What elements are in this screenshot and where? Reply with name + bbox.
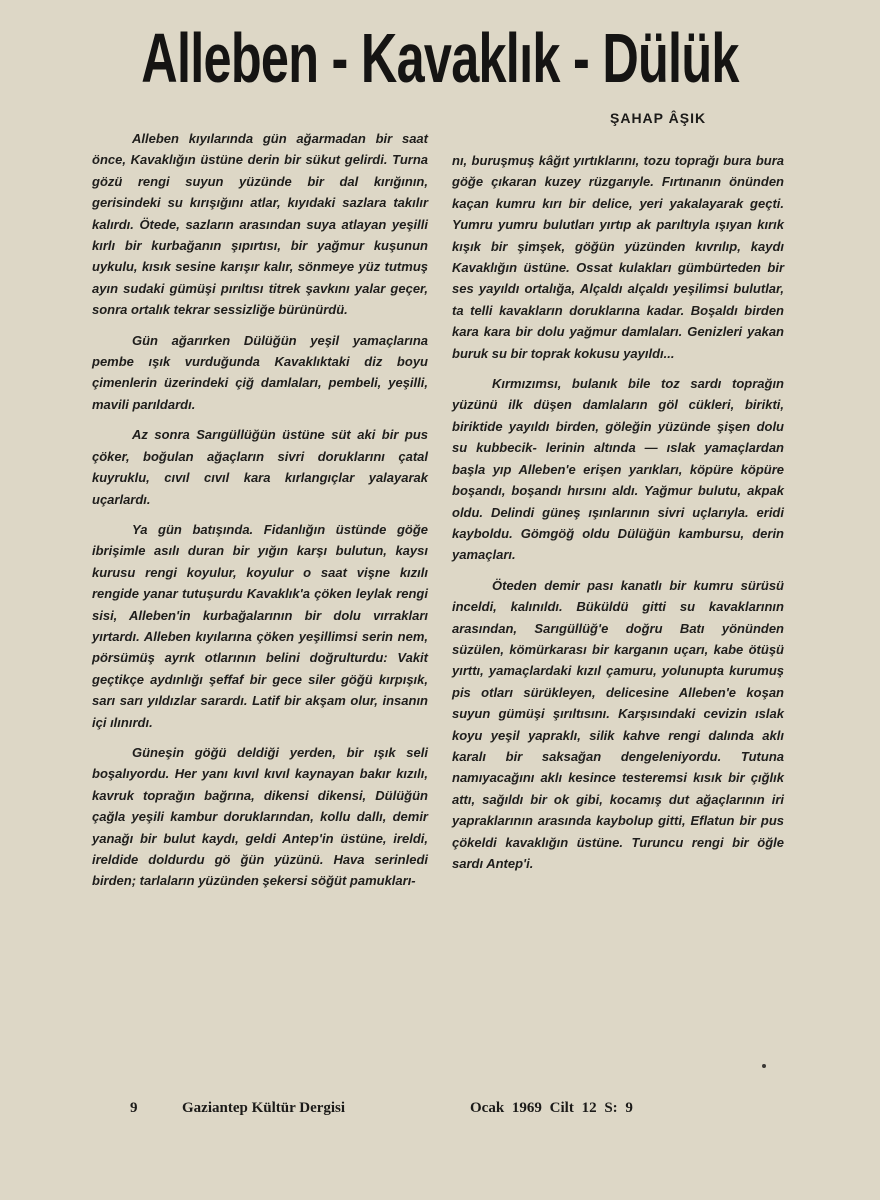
page-number: 9 [130, 1100, 138, 1116]
left-column [92, 128, 428, 901]
paragraph: Alleben kıyılarında gün ağarmadan bir saat önce, Kavaklığın üstüne derin bir sükut gelirdi. Turna gözü rengi suyun yüzünde bir dal kırığının, gerisindeki su kırışığını atlar, kıyıdaki sazlara takılır kalırdı. Ötede, sazların arasından suya atlayan yeşilli kırlı bir kurbağanın şıpırtısı, bir yağmur kuşunun uykulu, kısık sesine karışır kalır, sönmeye yüz tutmuş ayın sudaki gümüşi pırıltısı titrek şavkını yalar geçer, sonra ortalık tekrar sessizliğe bürünürdü. [92, 131, 428, 318]
issue-info: Ocak 1969 Cilt 12 S: 9 [470, 1100, 633, 1116]
paragraph: Kırmızımsı, bulanık bile toz sardı toprağın yüzünü ilk düşen damlaların göl cükleri, birikti, biriktide yayıldı birden, göleğin yüzünde şişen dolu su kubbecik- lerinin altında — ıslak yamaçlardan başla yıp Alleben'e erişen yarıkları, köpüre köpüre boşandı, boşandı hırsını aldı. Yağmur bulutu, akpak oldu. Delindi güneş ışınlarının sivri uçlarıyla. eridi kayboldu. Gömgöğ oldu Dülüğün kambursu, derin yamaçları. [452, 376, 784, 563]
paragraph: Gün ağarırken Dülüğün yeşil yamaçlarına pembe ışık vurduğunda Kavaklıktaki diz boyu çimenlerin üzerindeki çiğ damlaları, pembeli, yeşilli, mavili parıldardı. [92, 332, 428, 412]
paragraph: Az sonra Sarıgüllüğün üstüne süt aki bir pus çöker, boğulan ağaçların sivri doruklarını çatal kuyruklu, cıvıl cıvıl kara kırlangıçlar yalayarak uçarlardı. [92, 427, 428, 507]
right-column [452, 150, 784, 883]
paragraph: Güneşin göğü deldiği yerden, bir ışık seli boşalıyordu. Her yanı kıvıl kıvıl kaynayan bakır kızılı, kavruk toprağın bağrına, dikensi dikensi, Dülüğün çağla yeşili kambur doruklarından, kollu dallı, demir yanağı bir bulut kaydı, geldi Antep'in üstüne, ireldi, ireldide doldurdu gö ğün yüzünü. Hava serinledi birden; tarlaların yüzünden şekersi söğüt pamukları- [92, 744, 428, 889]
magazine-name: Gaziantep Kültür Dergisi [182, 1100, 346, 1116]
paragraph: nı, buruşmuş kâğıt yırtıklarını, tozu toprağı bura bura göğe çıkaran kuzey rüzgarıyle. Fırtınanın önünden kaçan kumru kırı bir delice, yeri yakalayarak geçti. Yumru yumru bulutları yırtıp ak parıltıyla ışıyan kırık kışık bir şimşek, göğün yüzünden kıvrılıp, kaydı Kavaklığın üstüne. Ossat kulakları gümbürteden bir ses yayıldı ortalığa, Alçaldı alçaldı yeşilimsi bulutlar, ta telli kavakların doruklarına kadar. Boşaldı birden kara kara bir dolu yağmur damlaları. Genizleri yakan buruk su bir toprak kokusu yayıldı... [452, 153, 784, 361]
paragraph: Ya gün batışında. Fidanlığın üstünde göğe ibrişimle asılı duran bir yığın karşı bulutun, kaysı kurusu rengi koyulur, koyulur o saat vişne kızılı rengide yanar tutuşurdu Kavaklık'a çöken leylak rengi sisi, Alleben'in kurbağalarının bir dolu vırrakları yırtardı. Alleben kıyılarına çöken yeşillimsi serin nem, pörsümüş ayrık otlarının belini doğrulturdu: Vakit geçtikçe aydınlığı şeffaf bir gece siler göğü kırpışık, sarı sarı yıldızlar sarardı. Latif bir akşam olur, insanın içi ılınırdı. [92, 521, 428, 730]
print-speck [762, 1064, 766, 1068]
article-author: ŞAHAP ÂŞIK [610, 110, 707, 126]
paragraph: Öteden demir pası kanatlı bir kumru sürüsü inceldi, kalınıldı. Büküldü gitti su kavaklarının arasından, Sarıgüllüğ'e doğru Batı yönünden süzülen, kömürkarası bir karganın uçarı, kabe ötüşü yırttı, yamaçlardaki kızıl çamuru, yolunupta kurumuş pis otları sürükleyen, delicesine Alleben'e koşan suyun gümüşi şırıltısını. Karşısındaki cevizin ıslak koyu yeşil yapraklı, silik kahve rengi dalında aklı karalı bir saksağan dengeleniyordu. Tutuna namıyacağını aklı kesince testeremsi kısık bir çığlık attı, sağıldı bir ok gibi, kocamış dut ağaçlarının iri yapraklarının arasında kaybolup gitti, Eflatun bir pus çökeldi kavaklığın üstüne. Turuncu rengi bir öğle sardı Antep'i. [452, 577, 784, 871]
article-title: Alleben - Kavaklık - Dülük [141, 19, 739, 97]
